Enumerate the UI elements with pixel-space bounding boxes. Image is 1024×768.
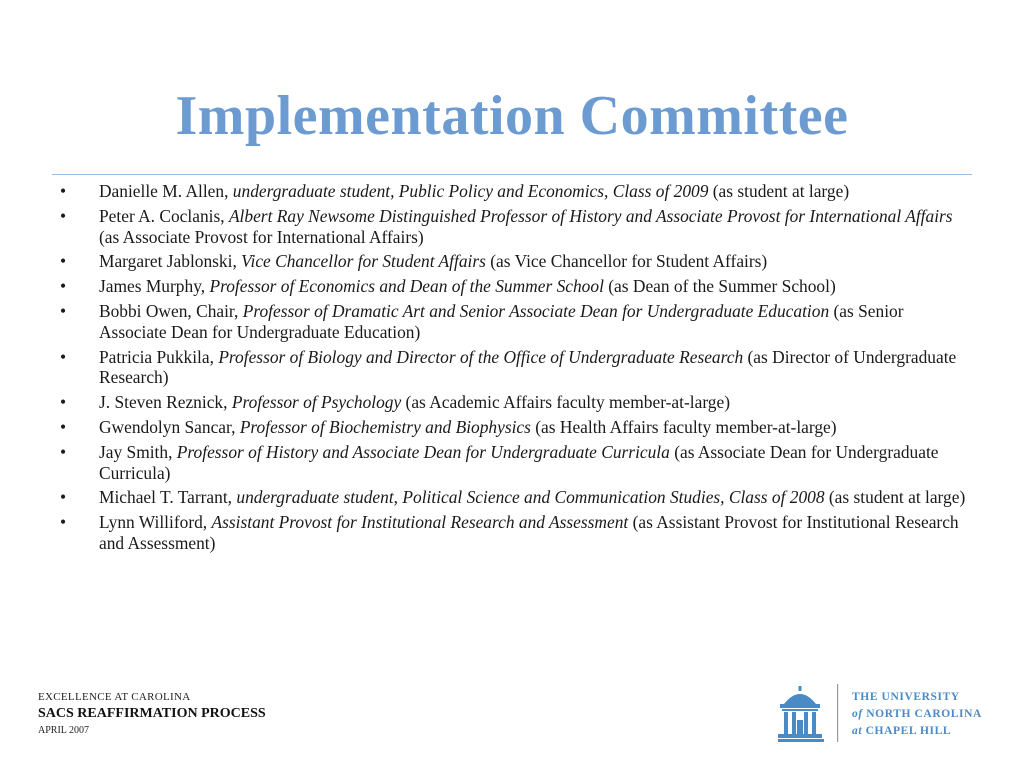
member-role: undergraduate student, Public Policy and Economics, Class of 2009 <box>232 181 709 201</box>
bullet-marker: • <box>60 512 67 533</box>
member-name: Patricia Pukkila, <box>99 346 219 367</box>
member-capacity: (as Associate Provost for International Affairs) <box>99 226 424 247</box>
member-role: Professor of Biology and Director of the Office of Undergraduate Research <box>218 346 744 367</box>
member-item <box>60 417 966 438</box>
logo-divider <box>837 684 838 742</box>
member-item <box>60 301 966 343</box>
member-item <box>60 512 966 554</box>
title-divider <box>52 174 972 175</box>
member-name: James Murphy, <box>99 276 210 297</box>
bullet-marker: • <box>60 346 67 367</box>
member-capacity: (as Assistant Provost for Institutional Research and Assessment) <box>99 512 959 553</box>
member-role: undergraduate student, Political Science and Communication Studies, Class of 2008 <box>236 487 825 508</box>
wordmark-line2: NORTH CAROLINA <box>866 708 982 720</box>
member-name: J. Steven Reznick, <box>99 392 232 413</box>
member-name: Gwendolyn Sancar, <box>99 416 240 437</box>
member-capacity: (as Dean of the Summer School) <box>603 276 836 297</box>
member-capacity: (as student at large) <box>824 487 966 508</box>
bullet-marker: • <box>60 205 67 226</box>
footer-block <box>38 690 266 738</box>
bullet-marker: • <box>60 416 67 437</box>
member-name: Bobbi Owen, Chair, <box>99 300 243 321</box>
member-role: Professor of History and Associate Dean for Undergraduate Curricula <box>176 441 670 462</box>
university-wordmark <box>852 689 982 740</box>
wordmark-line3: CHAPEL HILL <box>865 725 952 737</box>
bullet-marker: • <box>60 276 67 297</box>
member-capacity: (as Health Affairs faculty member-at-large) <box>530 416 837 437</box>
bullet-marker: • <box>60 441 67 462</box>
member-item <box>60 206 966 248</box>
member-role: Professor of Economics and Dean of the Summer School <box>209 276 604 297</box>
footer-date: APRIL 2007 <box>38 725 90 736</box>
member-item <box>60 442 966 484</box>
member-role: Albert Ray Newsome Distinguished Professor of History and Associate Provost for International Affairs <box>228 205 953 226</box>
bullet-marker: • <box>60 392 67 413</box>
member-item <box>60 347 966 389</box>
committee-member-list <box>60 181 966 558</box>
wordmark-at: at <box>852 725 863 737</box>
member-item <box>60 251 966 272</box>
member-capacity: (as Vice Chancellor for Student Affairs) <box>485 251 768 272</box>
member-role: Professor of Psychology <box>231 392 402 413</box>
member-item <box>60 392 966 413</box>
member-name: Jay Smith, <box>99 441 177 462</box>
member-item <box>60 276 966 297</box>
footer-program: SACS REAFFIRMATION PROCESS <box>38 706 266 721</box>
member-role: Vice Chancellor for Student Affairs <box>241 251 486 272</box>
member-name: Danielle M. Allen, <box>99 181 233 201</box>
member-capacity: (as Associate Dean for Undergraduate Curricula) <box>99 441 939 483</box>
member-capacity: (as Academic Affairs faculty member-at-large) <box>401 392 731 413</box>
wordmark-line1: THE UNIVERSITY <box>852 691 960 703</box>
member-role: Professor of Dramatic Art and Senior Associate Dean for Undergraduate Education <box>242 300 830 321</box>
bullet-marker: • <box>60 300 67 321</box>
member-capacity: (as student at large) <box>708 181 850 201</box>
member-item <box>60 487 966 508</box>
footer-tagline: EXCELLENCE AT CAROLINA <box>38 691 191 703</box>
slide-title: Implementation Committee <box>175 85 849 147</box>
member-name: Michael T. Tarrant, <box>99 487 237 508</box>
bullet-marker: • <box>60 181 67 201</box>
bullet-marker: • <box>60 487 67 508</box>
old-well-icon <box>778 686 824 742</box>
member-role: Assistant Provost for Institutional Research and Assessment <box>211 512 629 533</box>
member-item <box>60 181 966 202</box>
wordmark-of: of <box>852 708 863 720</box>
member-capacity: (as Senior Associate Dean for Undergraduate Education) <box>99 300 904 342</box>
member-name: Peter A. Coclanis, <box>99 205 229 226</box>
bullet-marker: • <box>60 251 67 272</box>
member-capacity: (as Director of Undergraduate Research) <box>99 346 957 388</box>
member-name: Margaret Jablonski, <box>99 251 242 272</box>
member-name: Lynn Williford, <box>99 512 212 533</box>
member-role: Professor of Biochemistry and Biophysics <box>239 416 531 437</box>
